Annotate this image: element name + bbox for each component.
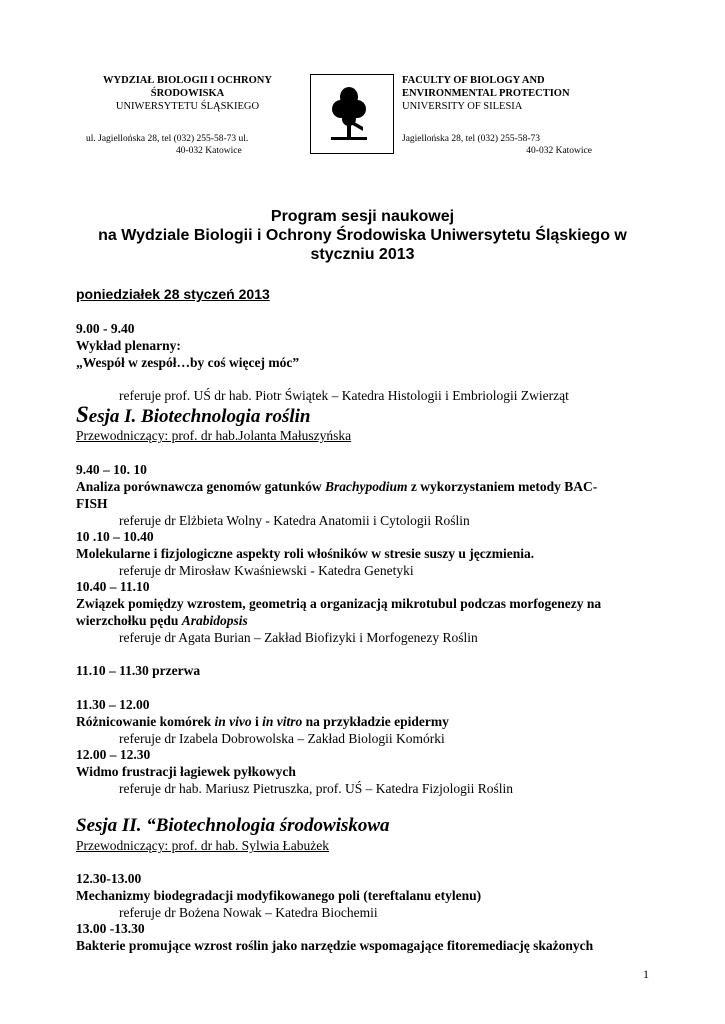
talk4-title — [76, 713, 449, 730]
session1-chair: Przewodniczący: prof. dr hab.Jolanta Małuszyńska — [76, 428, 352, 443]
address-right-line1: Jagiellońska 28, tel (032) 255-58-73 — [402, 134, 540, 144]
talk3-time: 10.40 – 11.10 — [76, 579, 150, 594]
session2-title: Sesja II. “Biotechnologia środowiskowa — [76, 815, 390, 836]
faculty-name-en-line2: ENVIRONMENTAL PROTECTION — [402, 88, 570, 99]
talk4-title-c: i — [251, 714, 263, 729]
talk1-title-c: z wykorzystaniem metody BAC- — [407, 479, 598, 494]
plenary-title: „Wespół w zespół…by coś więcej móc” — [76, 355, 300, 370]
talk1-time: 9.40 – 10. 10 — [76, 462, 147, 477]
talk1-title-species: Brachypodium — [325, 479, 408, 494]
talk3-speaker: referuje dr Agata Burian – Zakład Biofizyki i Morfogenezy Roślin — [119, 630, 478, 645]
header-right — [402, 74, 622, 113]
session1-first-letter: S — [76, 402, 89, 427]
talk2-time: 10 .10 – 10.40 — [76, 529, 154, 544]
talk3-title-a: wierzchołku pędu — [76, 613, 182, 628]
session2-chair: Przewodniczący: prof. dr hab. Sylwia Łabużek — [76, 838, 330, 853]
plenary-time: 9.00 - 9.40 — [76, 321, 135, 336]
talk1-speaker: referuje dr Elżbieta Wolny - Katedra Anatomii i Cytologii Roślin — [119, 513, 470, 528]
s2-talk2-title: Bakterie promujące wzrost roślin jako narzędzie wspomagające fitoremediację skażonych — [76, 938, 594, 953]
title-line1: Program sesji naukowej — [270, 208, 455, 225]
page-number: 1 — [643, 967, 649, 981]
day-heading: poniedziałek 28 styczeń 2013 — [76, 286, 270, 302]
talk1-title-cont: FISH — [76, 496, 108, 511]
talk4-speaker: referuje dr Izabela Dobrowolska – Zakład Biologii Komórki — [119, 731, 445, 746]
faculty-name-pl-line2: ŚRODOWISKA — [150, 88, 225, 99]
talk2-title: Molekularne i fizjologiczne aspekty roli włośników w stresie suszy u jęczmienia. — [76, 546, 535, 561]
talk4-title-invivo: in vivo — [214, 714, 252, 729]
s2-talk1-title: Mechanizmy biodegradacji modyfikowanego poli (tereftalanu etylenu) — [76, 888, 482, 903]
talk3-title-species: Arabidopsis — [181, 613, 248, 628]
talk5-title: Widmo frustracji łagiewek pyłkowych — [76, 764, 296, 779]
s2-talk2-time: 13.00 -13.30 — [76, 921, 145, 936]
header-left — [80, 74, 295, 113]
talk4-time: 11.30 – 12.00 — [76, 697, 150, 712]
faculty-name-en-line1: FACULTY OF BIOLOGY AND — [402, 75, 545, 86]
tree-icon — [311, 75, 392, 152]
talk4-title-e: na przykładzie epidermy — [302, 714, 449, 729]
s2-talk1-time: 12.30-13.00 — [76, 871, 142, 886]
plenary-speaker: referuje prof. UŚ dr hab. Piotr Świątek – Katedra Histologii i Embriologii Zwierząt — [119, 388, 569, 403]
faculty-logo — [310, 74, 394, 154]
title-line3: styczniu 2013 — [310, 246, 415, 263]
break-time: 11.10 – 11.30 przerwa — [76, 663, 201, 678]
faculty-name-pl-line1: WYDZIAŁ BIOLOGII I OCHRONY — [103, 75, 272, 86]
university-name-pl: UNIWERSYTETU ŚLĄSKIEGO — [115, 101, 260, 112]
plenary-label: Wykład plenarny: — [76, 338, 181, 353]
session1-title-rest: esja I. Biotechnologia roślin — [88, 406, 311, 427]
talk5-time: 12.00 – 12.30 — [76, 747, 151, 762]
s2-talk1-speaker: referuje dr Bożena Nowak – Katedra Biochemii — [119, 905, 378, 920]
session1-title — [76, 404, 311, 428]
talk5-speaker: referuje dr hab. Mariusz Pietruszka, prof. UŚ – Katedra Fizjologii Roślin — [119, 781, 514, 796]
address-left-line2: 40-032 Katowice — [176, 146, 242, 156]
university-name-en: UNIVERSITY OF SILESIA — [402, 101, 523, 112]
talk1-title — [76, 478, 597, 495]
address-right — [402, 133, 592, 157]
talk2-speaker: referuje dr Mirosław Kwaśniewski - Katedra Genetyki — [119, 563, 414, 578]
address-right-line2: 40-032 Katowice — [526, 146, 592, 156]
title-line2: na Wydziale Biologii i Ochrony Środowiska Uniwersytetu Śląskiego w — [98, 227, 627, 244]
talk3-title-cont — [76, 612, 248, 629]
talk4-title-a: Różnicowanie komórek — [76, 714, 215, 729]
talk4-title-invitro: in vitro — [262, 714, 303, 729]
talk1-title-a: Analiza porównawcza genomów gatunków — [76, 479, 326, 494]
address-left — [86, 133, 301, 157]
document-title — [60, 207, 665, 264]
talk3-title: Związek pomiędzy wzrostem, geometrią a organizacją mikrotubul podczas morfogenezy na — [76, 596, 602, 611]
address-left-line1: ul. Jagiellońska 28, tel (032) 255-58-73 ul. — [86, 134, 249, 144]
